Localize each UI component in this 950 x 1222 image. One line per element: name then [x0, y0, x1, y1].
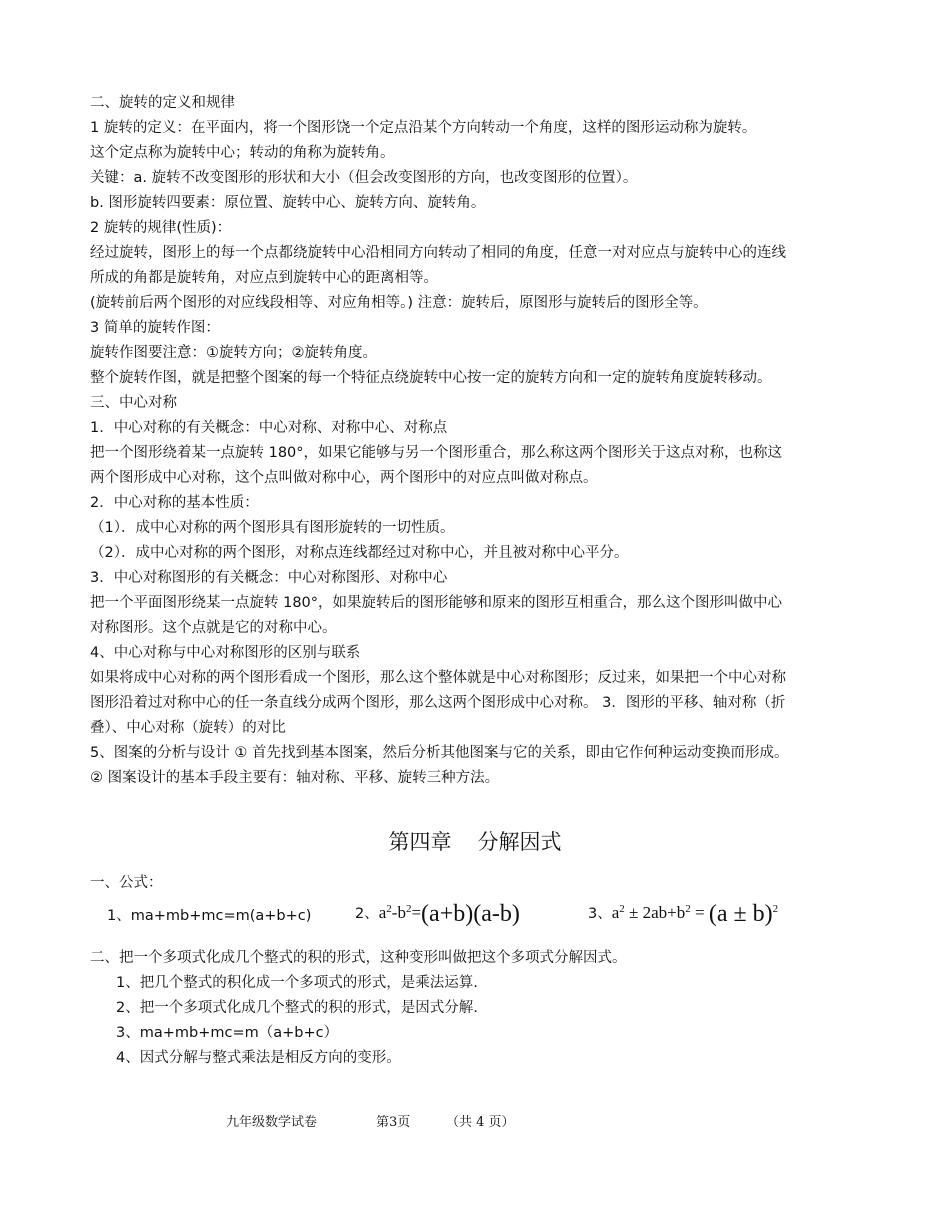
text-line: b. 图形旋转四要素：原位置、旋转中心、旋转方向、旋转角。 — [90, 195, 486, 211]
text-line: 整个旋转作图，就是把整个图案的每一个特征点绕旋转中心按一定的旋转方向和一定的旋转角度旋转移动。 — [90, 370, 772, 386]
text-line: 图形沿着过对称中心的任一条直线分成两个图形，那么这两个图形成中心对称。 3．图形的平移、轴对称（折 — [90, 695, 786, 711]
formula-3-label: 3、 — [588, 906, 612, 922]
text-line: (旋转前后两个图形的对应线段相等、对应角相等。) 注意：旋转后，原图形与旋转后的图形全等。 — [90, 295, 708, 311]
formula-heading: 一、公式： — [90, 875, 163, 891]
text-line: 2．中心对称的基本性质： — [90, 495, 259, 511]
text-line: ② 图案设计的基本手段主要有：轴对称、平移、旋转三种方法。 — [90, 770, 500, 786]
footer-total-pages: （共 4 页） — [446, 1115, 515, 1130]
text-line: 叠）、中心对称（旋转）的对比 — [90, 720, 286, 736]
text-line: 把一个图形绕着某一点旋转 180°，如果它能够与另一个图形重合，那么称这两个图形关于这点对称，也称这 — [90, 445, 783, 461]
text-line: 1．中心对称的有关概念：中心对称、对称中心、对称点 — [90, 420, 448, 436]
text-line: 旋转作图要注意：①旋转方向；②旋转角度。 — [90, 345, 377, 361]
formula-1: 1、ma+mb+mc=m(a+b+c) — [107, 908, 312, 924]
text-line: 对称图形。这个点就是它的对称中心。 — [90, 620, 337, 636]
text-line: 关键：a. 旋转不改变图形的形状和大小（但会改变图形的方向，也改变图形的位置）。 — [90, 170, 638, 186]
text-line: 3．中心对称图形的有关概念：中心对称图形、对称中心 — [90, 570, 448, 586]
text-line: 3 简单的旋转作图： — [90, 320, 220, 336]
chapter-title — [0, 826, 950, 856]
list-item: 3、ma+mb+mc=m（a+b+c） — [116, 1025, 339, 1041]
formula-3: 3、$a^2 \pm 2ab+b^2 = (a \pm b)^2$ — [588, 901, 779, 927]
chapter-name: 分解因式 — [477, 830, 562, 854]
text-line: 这个定点称为旋转中心；转动的角称为旋转角。 — [90, 145, 395, 161]
text-line: 把一个平面图形绕某一点旋转 180°，如果旋转后的图形能够和原来的图形互相重合，那么这个图形叫做中心 — [90, 595, 783, 611]
formula-2-label: 2、 — [355, 906, 379, 922]
text-line: 1 旋转的定义：在平面内，将一个图形饶一个定点沿某个方向转动一个角度，这样的图形运动称为旋转。 — [90, 120, 757, 136]
text-line: 5、图案的分析与设计 ① 首先找到基本图案，然后分析其他图案与它的关系，即由它作何种运动变换而形成。 — [90, 745, 789, 761]
text-line: （2）．成中心对称的两个图形，对称点连线都经过对称中心，并且被对称中心平分。 — [90, 545, 629, 561]
text-line: 两个图形成中心对称，这个点叫做对称中心，两个图形中的对应点叫做对称点。 — [90, 470, 598, 486]
footer-page-number: 第3页 — [376, 1115, 411, 1130]
formula-2: 2、$a^2-b^2=(a+b)(a-b)$ — [355, 901, 520, 927]
list-item: 4、因式分解与整式乘法是相反方向的变形。 — [116, 1050, 401, 1066]
list-item: 1、把几个整式的积化成一个多项式的形式，是乘法运算. — [116, 975, 478, 991]
list-item: 2、把一个多项式化成几个整式的积的形式，是因式分解. — [116, 1000, 478, 1016]
section-heading-central-symmetry: 三、中心对称 — [90, 395, 177, 411]
text-line: 4、中心对称与中心对称图形的区别与联系 — [90, 645, 361, 661]
section-heading-rotation: 二、旋转的定义和规律 — [90, 95, 235, 111]
text-line: （1）．成中心对称的两个图形具有图形旋转的一切性质。 — [90, 520, 455, 536]
text-line: 2 旋转的规律(性质)： — [90, 220, 232, 236]
footer-course: 九年级数学试卷 — [226, 1115, 318, 1130]
text-line: 如果将成中心对称的两个图形看成一个图形，那么这个整体就是中心对称图形；反过来，如果把一个中心对称 — [90, 670, 786, 686]
text-line: 所成的角都是旋转角，对应点到旋转中心的距离相等。 — [90, 270, 438, 286]
text-line: 经过旋转，图形上的每一个点都绕旋转中心沿相同方向转动了相同的角度，任意一对对应点与旋转中心的连线 — [90, 245, 786, 261]
chapter-number: 第四章 — [388, 830, 452, 854]
definition-heading: 二、把一个多项式化成几个整式的积的形式，这种变形叫做把这个多项式分解因式。 — [90, 950, 627, 966]
